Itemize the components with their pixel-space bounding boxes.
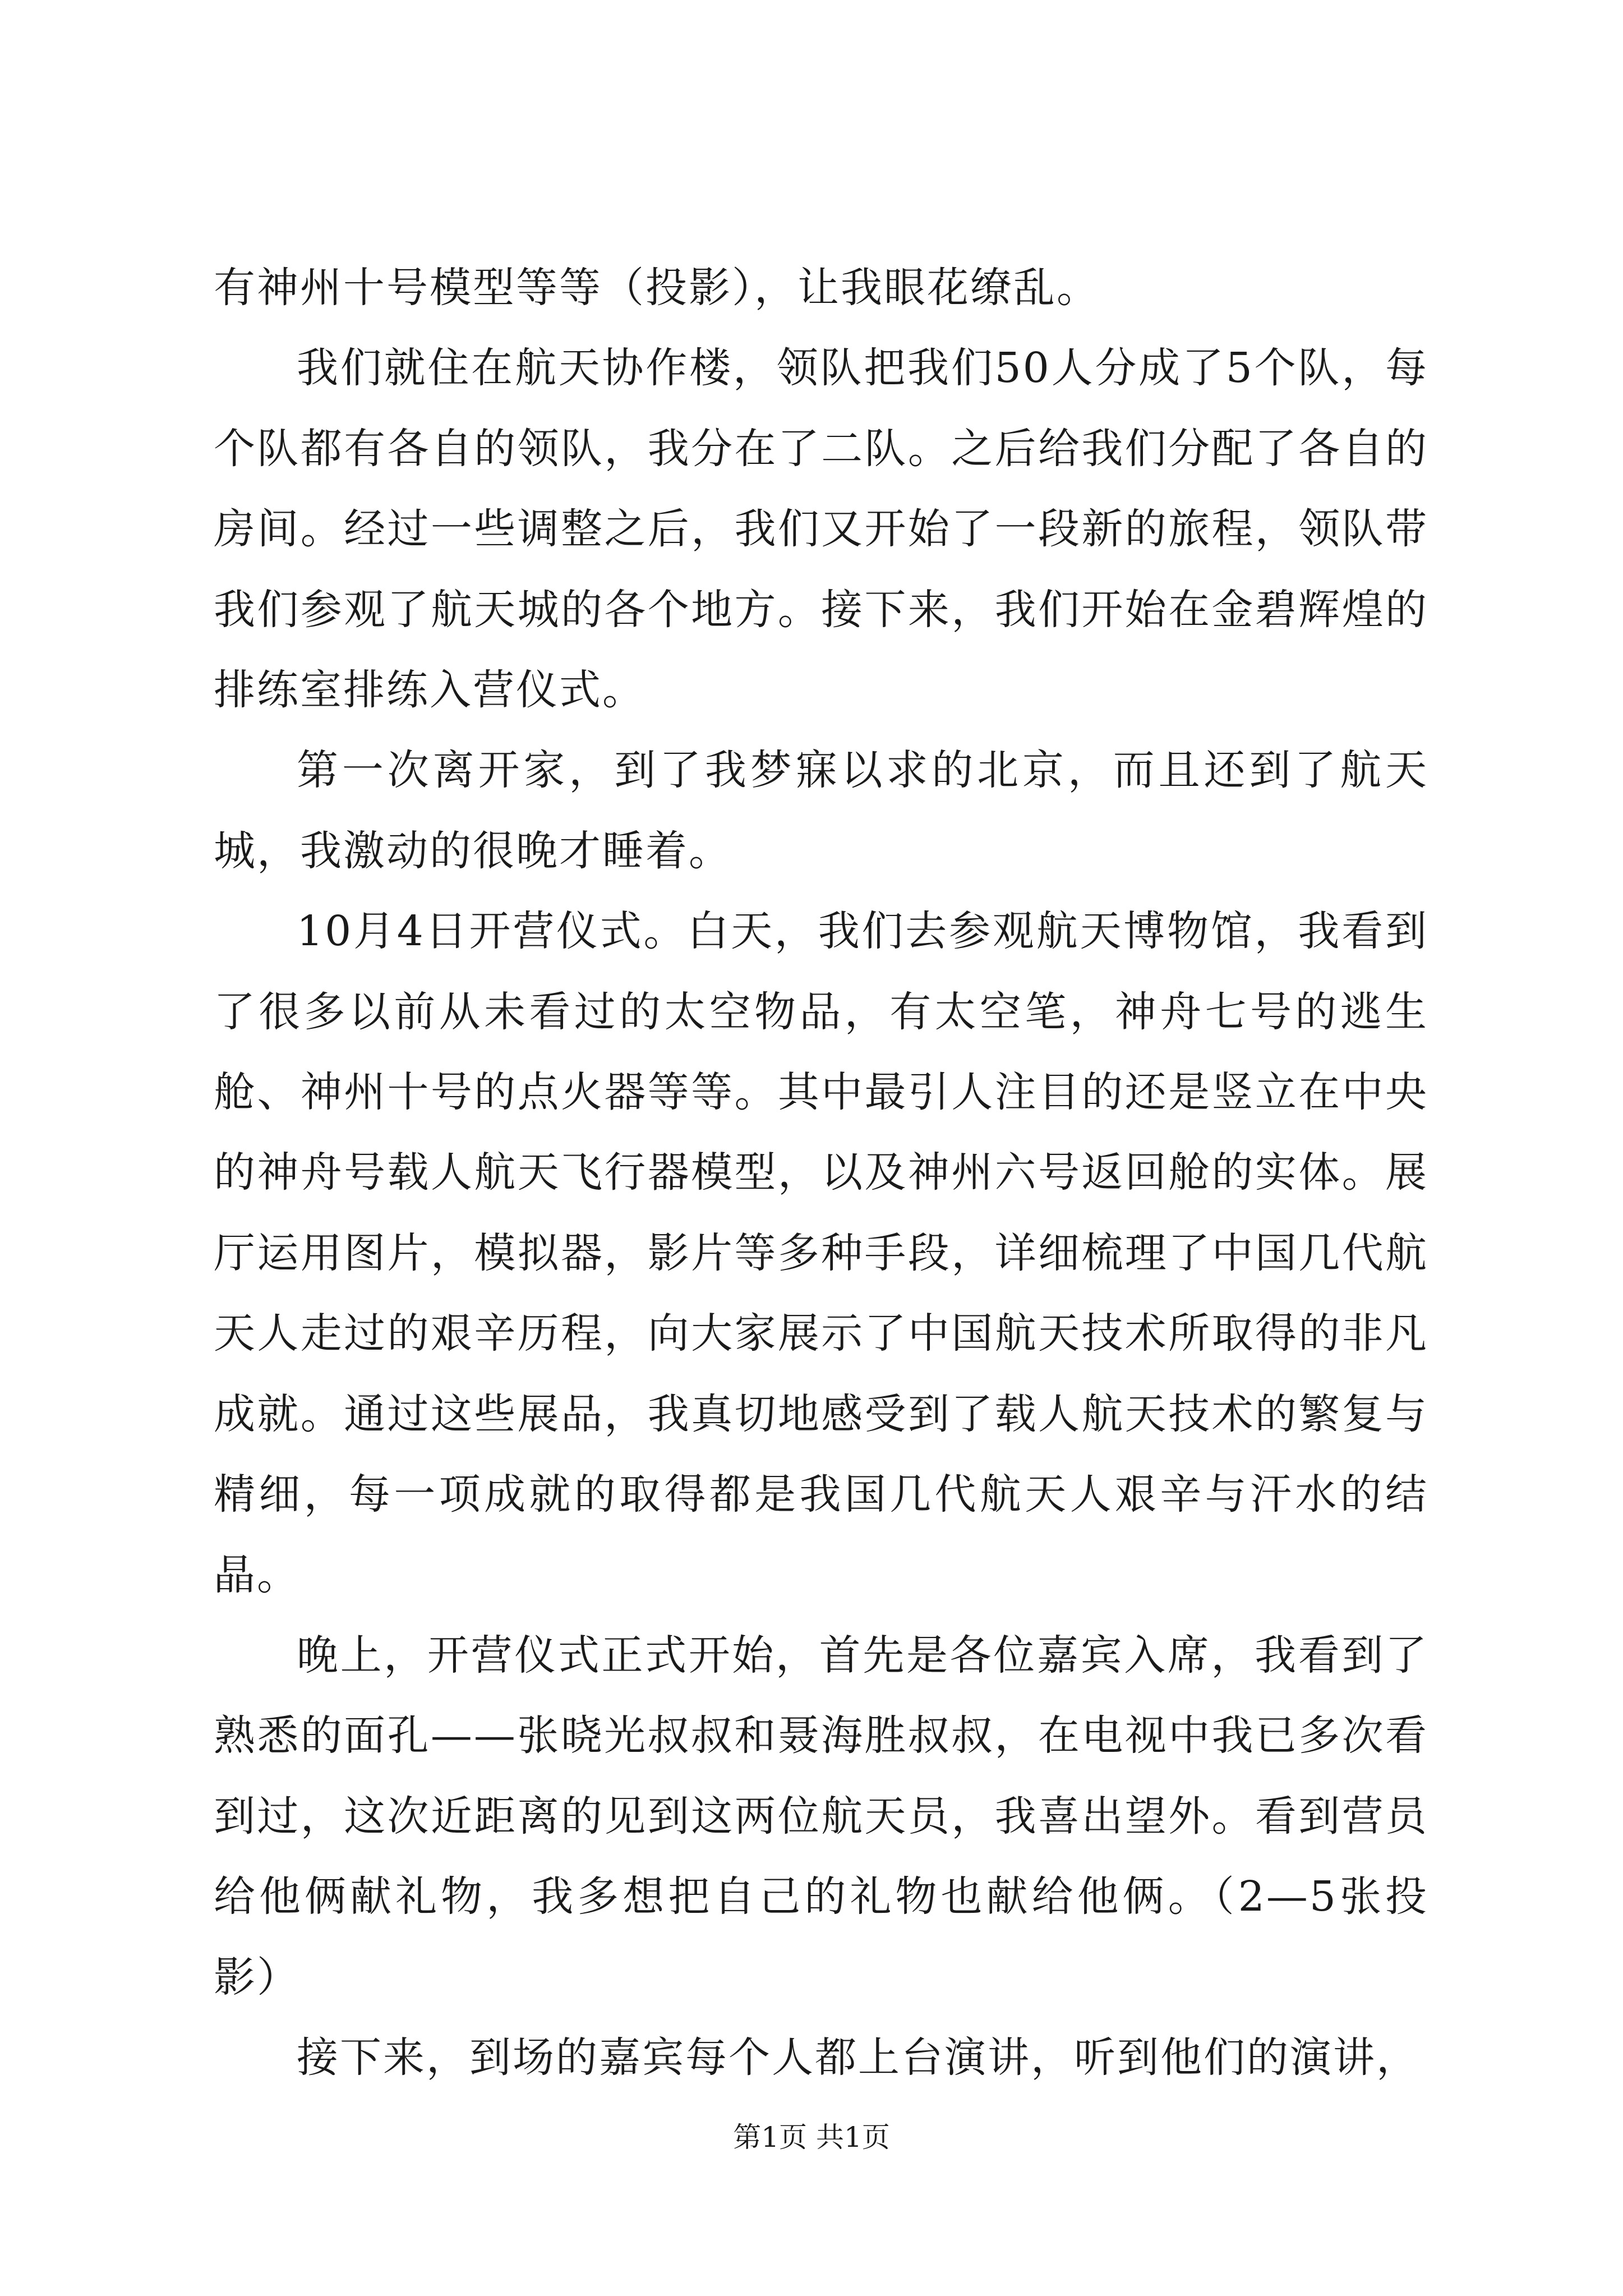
paragraph-6: 接下来，到场的嘉宾每个人都上台演讲，听到他们的演讲， [297,2033,1419,2082]
paragraph-2: 我们就住在航天协作楼，领队把我们50人分成了5个队，每个队都有各自的领队，我分在了二队。之后给我们分配了各自的房间。经过一些调整之后，我们又开始了一段新的旅程，领队带我们参观了航天城的各个地方。接下来，我们开始在金碧辉煌的排练室排练入营仪式。 [214,344,1428,715]
paragraph-5: 晚上，开营仪式正式开始，首先是各位嘉宾入席，我看到了熟悉的面孔——张晓光叔叔和聂海胜叔叔，在电视中我已多次看到过，这次近距离的见到这两位航天员，我喜出望外。看到营员给他俩献礼物，我多想把自己的礼物也献给他俩。（2—5张投影） [214,1631,1428,2001]
page-footer: 第1页 共1页 [733,2121,890,2154]
paragraph-3: 第一次离开家，到了我梦寐以求的北京，而且还到了航天城，我激动的很晚才睡着。 [214,746,1428,875]
paragraph-4: 10月4日开营仪式。白天，我们去参观航天博物馆，我看到了很多以前从未看过的太空物品，有太空笔，神舟七号的逃生舱、神州十号的点火器等等。其中最引人注目的还是竖立在中央的神舟号载人航天飞行器模型，以及神州六号返回舱的实体。展厅运用图片，模拟器，影片等多种手段，详细梳理了中国几代航天人走过的艰辛历程，向大家展示了中国航天技术所取得的非凡成就。通过这些展品，我真切地感受到了载人航天技术的繁复与精细，每一项成就的取得都是我国几代航天人艰辛与汗水的结晶。 [214,907,1428,1599]
body-text [214,248,1428,2098]
paragraph-1: 有神州十号模型等等（投影），让我眼花缭乱。 [214,264,1100,312]
